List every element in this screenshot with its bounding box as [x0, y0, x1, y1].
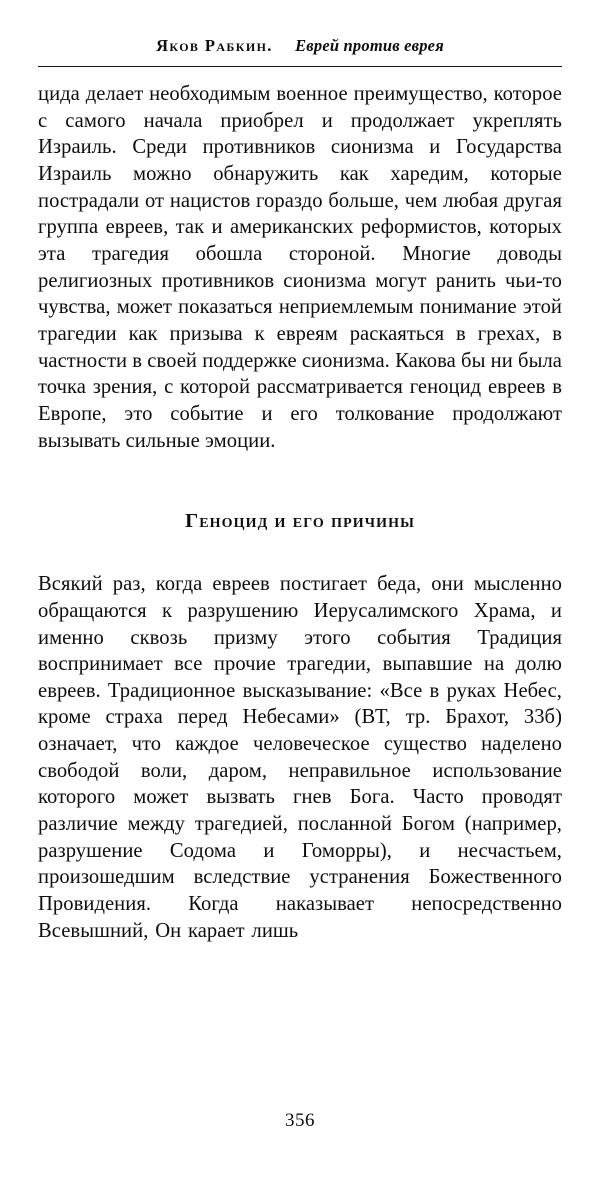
paragraph-section-first: Всякий раз, когда евреев постигает беда, они мысленно обращаются к разрушению Иерусалимского Храма, и именно сквозь призму этого события Традиция воспринимает все прочие трагедии, выпавшие на долю евреев. Традиционное высказывание: «Все в руках Небес, кроме страха перед Небесами» (ВТ, тр. Брахот, 33б) означает, что каждое человеческое существо наделено свободой воли, даром, неправильное использование которого может вызвать гнев Бога. Часто проводят различие между трагедией, посланной Богом (например, разрушение Содома и Гоморры), и несчастьем, произошедшим вследствие устранения Божественного Провидения. Когда наказывает непосредственно Всевышний, Он карает лишь — [38, 573, 562, 942]
section-heading: Геноцид и его причины — [185, 510, 415, 533]
body-text-section — [38, 571, 562, 944]
page-number: 356 — [285, 1110, 315, 1131]
header-divider — [38, 66, 562, 67]
body-text-top — [38, 81, 562, 454]
running-head-author: Яков Рабкин. — [156, 36, 273, 55]
running-head-title: Еврей против еврея — [295, 36, 444, 55]
paragraph-continued: цида делает необходимым военное преимущество, которое с самого начала приобрел и продолжает укреплять Израиль. Среди противников сионизма и Государства Израиль можно обнаружить как харедим, которые пострадали от нацистов гораздо больше, чем любая другая группа евреев, так и американских реформистов, которых эта трагедия обошла стороной. Многие доводы религиозных противников сионизма могут ранить чьи-то чувства, может показаться неприемлемым понимание этой трагедии как призыва к евреям раскаяться в грехах, в частности в своей поддержке сионизма. Какова бы ни была точка зрения, с которой рассматривается геноцид евреев в Европе, это событие и его толкование продолжают вызывать сильные эмоции. — [38, 83, 562, 452]
running-head — [38, 36, 562, 56]
